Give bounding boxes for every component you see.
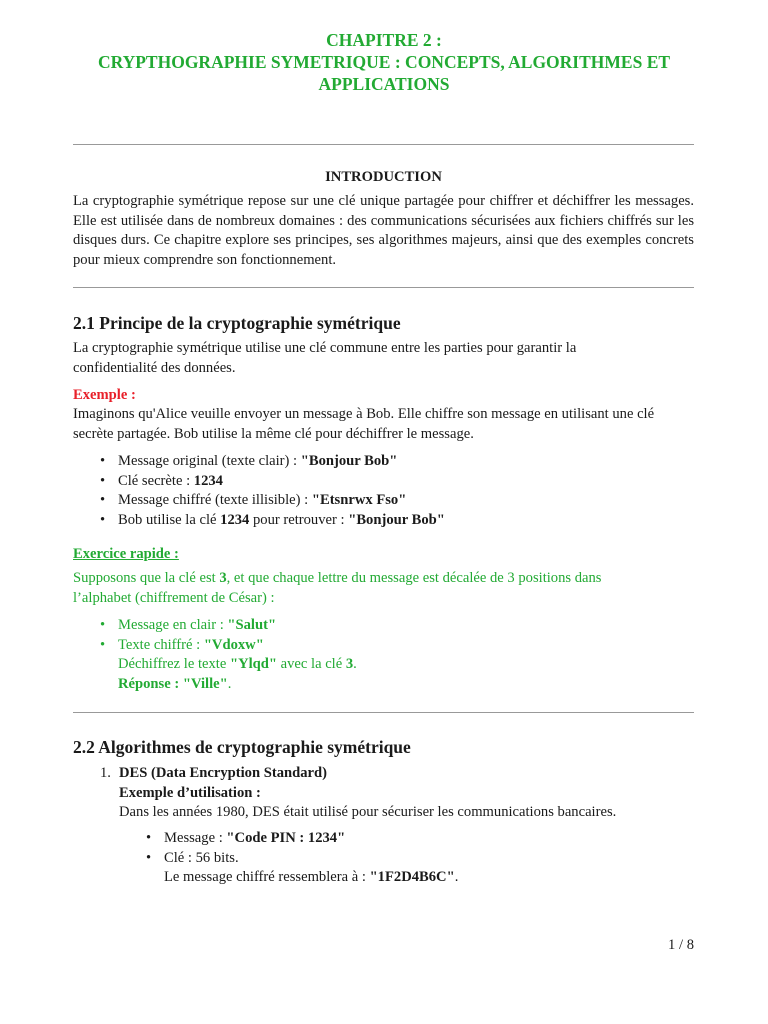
list-item: • Clé : 56 bits.: [146, 849, 458, 869]
exercise-paragraph: [73, 569, 694, 608]
paragraph-line: confidentialité des données.: [73, 359, 236, 376]
chapter-number: CHAPITRE 2 :: [326, 30, 442, 50]
des-result: Le message chiffré ressemblera à : "1F2D4B6C".: [164, 869, 459, 886]
section-heading: 2.2 Algorithmes de cryptographie symétrique: [73, 737, 411, 757]
paragraph-line: Imaginons qu'Alice veuille envoyer un message à Bob. Elle chiffre son message en utilisant une clé: [73, 406, 655, 422]
list-item: • Message original (texte clair) : "Bonjour Bob": [100, 452, 445, 472]
exercise-bullet-list: [100, 616, 357, 694]
page-number: 1 / 8: [668, 937, 694, 953]
list-item: • Message : "Code PIN : 1234": [146, 829, 458, 849]
example-bullet-list: [100, 452, 445, 530]
chapter-title: CRYPTHOGRAPHIE SYMETRIQUE : CONCEPTS, ALGORITHMES ET APPLICATIONS: [97, 52, 671, 94]
exercise-answer: Réponse : "Ville".: [118, 675, 232, 692]
paragraph-line: secrète partagée. Bob utilise la même clé pour déchiffrer le message.: [73, 425, 474, 442]
paragraph-line: La cryptographie symétrique utilise une clé commune entre les parties pour garantir la: [73, 340, 577, 356]
intro-paragraph: La cryptographie symétrique repose sur une clé unique partagée pour chiffrer et déchiffrer les messages. Elle est utilisée dans de nombreux domaines : des communications sécurisées aux fichiers chiffrés sur les disques durs. Ce chapitre explore ses principes, ses algorithmes majeurs, ainsi que des exemples concrets pour mieux comprendre son fonctionnement.: [73, 193, 694, 268]
paragraph-line: Supposons que la clé est 3, et que chaque lettre du message est décalée de 3 positions dans: [73, 570, 602, 586]
item-title: DES (Data Encryption Standard): [119, 765, 327, 781]
list-item: • Texte chiffré : "Vdoxw": [100, 636, 357, 656]
section-heading: 2.1 Principe de la cryptographie symétrique: [73, 313, 401, 333]
divider: [73, 287, 694, 288]
numbered-item: [100, 764, 694, 823]
exercise-question: Déchiffrez le texte "Ylqd" avec la clé 3.: [118, 656, 357, 673]
exercise-label: Exercice rapide :: [73, 546, 179, 562]
des-bullet-list: [146, 829, 458, 888]
divider: [73, 712, 694, 713]
list-item: • Message chiffré (texte illisible) : "Etsnrwx Fso": [100, 491, 445, 511]
list-item: • Bob utilise la clé 1234 pour retrouver : "Bonjour Bob": [100, 511, 445, 531]
section1-paragraph: [73, 339, 694, 378]
usage-label: Exemple d’utilisation :: [119, 784, 261, 801]
item-number: 1.: [100, 765, 111, 781]
example-paragraph: [73, 405, 694, 444]
divider: [73, 144, 694, 145]
list-item: • Message en clair : "Salut": [100, 616, 357, 636]
intro-heading: INTRODUCTION: [325, 169, 442, 185]
list-item: • Clé secrète : 1234: [100, 472, 445, 492]
example-label: Exemple :: [73, 387, 136, 403]
paragraph-line: l’alphabet (chiffrement de César) :: [73, 589, 275, 606]
usage-text: Dans les années 1980, DES était utilisé pour sécuriser les communications bancaires.: [119, 804, 617, 821]
